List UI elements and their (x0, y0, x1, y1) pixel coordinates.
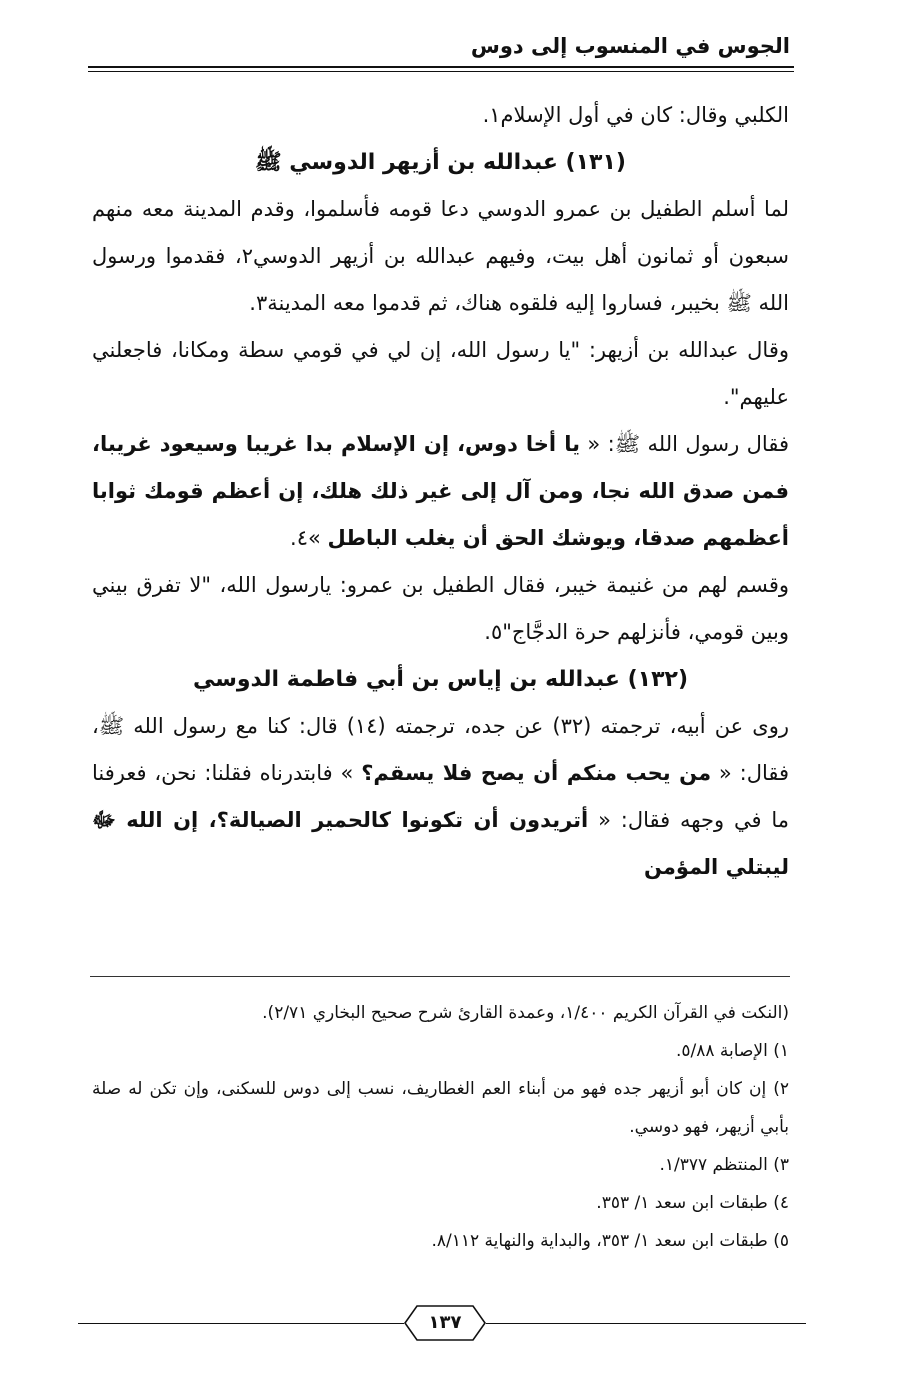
footnote-5: ٥) طبقات ابن سعد ١/ ٣٥٣، والبداية والنهاية ٨/١١٢. (431, 1231, 789, 1251)
running-head: الجوس في المنسوب إلى دوس (470, 34, 790, 58)
page-number-frame (403, 1304, 487, 1342)
footnote-4: ٤) طبقات ابن سعد ١/ ٣٥٣. (596, 1193, 789, 1213)
footnotes (92, 994, 789, 1260)
footnote-carryover: (النكت في القرآن الكريم ١/٤٠٠، وعمدة القارئ شرح صحيح البخاري ٢/٧١). (262, 1003, 789, 1023)
header-rule-thin (88, 71, 794, 72)
folio-rule-left (78, 1323, 404, 1324)
footnote-2: ٢) إن كان أبو أزيهر جده فهو من أبناء العم الغطاريف، نسب إلى دوس للسكنى، وإن تكن له صلة بأبي أزيهر، فهو دوسي. (92, 1079, 789, 1137)
narration-intro: روى عن أبيه، ترجمته (٣٢) عن جده، ترجمته (١٤) قال: كنا مع رسول الله ﷺ، فقال: « (92, 714, 790, 785)
paragraph-5: وقسم لهم من غنيمة خيبر، فقال الطفيل بن عمرو: يارسول الله، "لا تفرق بيني وبين قومي، فأنزلهم حرة الدجَّاج"٥. (92, 573, 789, 644)
header-rule-thick (88, 66, 794, 68)
hadith-reply: أتريدون أن تكونوا كالحمير الصيالة؟، إن الله ﷻ ليبتلي المؤمن (92, 808, 789, 879)
paragraph-4 (92, 421, 789, 562)
hadith-close: »٤. (290, 526, 328, 550)
paragraph-3: وقال عبدالله بن أزيهر: "يا رسول الله، إن لي في قومي سطة ومكانا، فاجعلني عليهم". (92, 338, 789, 409)
entry-heading-132: (١٣٢) عبدالله بن إياس بن أبي فاطمة الدوسي (192, 667, 689, 692)
page-number: ١٣٧ (428, 1312, 462, 1333)
hadith-question: من يحب منكم أن يصح فلا يسقم؟ (361, 761, 712, 785)
main-text (92, 92, 789, 891)
entry-heading-131: (١٣١) عبدالله بن أزيهر الدوسي ﷺ (255, 150, 626, 175)
footnote-separator (90, 976, 790, 977)
footnote-3: ٣) المنتظم ١/٣٧٧. (659, 1155, 789, 1175)
footnote-1: ١) الإصابة ٥/٨٨. (676, 1041, 789, 1061)
paragraph-6 (92, 703, 789, 891)
hadith-text: يا أخا دوس، إن الإسلام بدا غريبا وسيعود غريبا، فمن صدق الله نجا، ومن آل إلى غير ذلك هلك، إن أعظم قومك ثوابا أعظمهم صدقا، ويوشك الحق أن يغلب الباطل (92, 432, 789, 550)
paragraph-1: الكلبي وقال: كان في أول الإسلام١. (482, 103, 789, 127)
paragraph-2: لما أسلم الطفيل بن عمرو الدوسي دعا قومه فأسلموا، وقدم المدينة معه منهم سبعون أو ثمانون أهل بيت، وفيهم عبدالله بن أزيهر الدوسي٢، فقدموا ورسول الله ﷺ بخيبر، فساروا إليه فلقوه هناك، ثم قدموا معه المدينة٣. (92, 197, 790, 315)
folio-rule-right (486, 1323, 806, 1324)
narration-middle: » فابتدرناه فقلنا: نحن، فعرفنا ما في وجهه فقال: « (92, 761, 789, 832)
hadith-intro: فقال رسول الله ﷺ: « (579, 432, 789, 456)
